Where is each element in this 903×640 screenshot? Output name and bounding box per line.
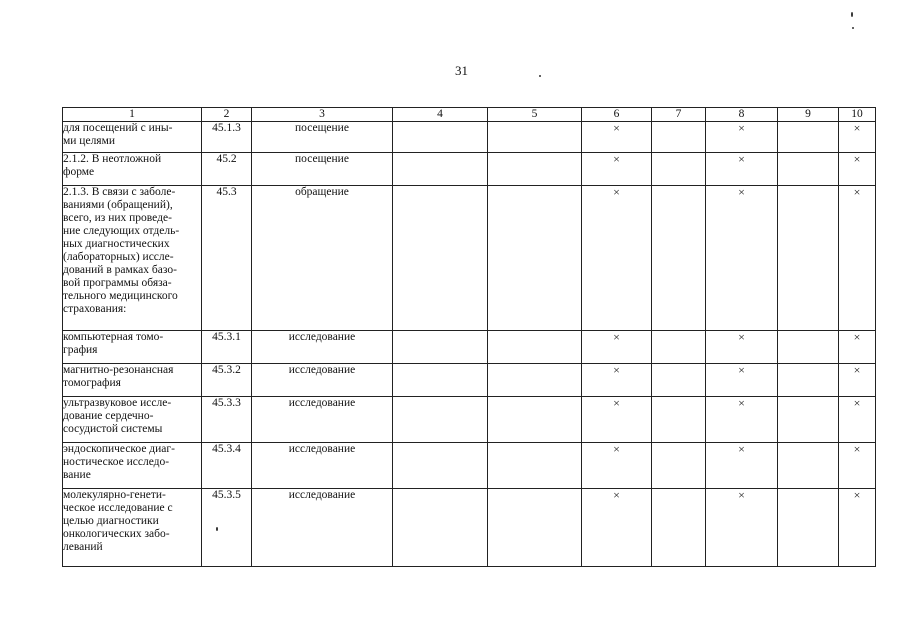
cell-col-4 — [393, 122, 488, 153]
row-name-cell: магнитно-резонансная томография — [63, 364, 202, 397]
column-header: 6 — [582, 108, 652, 122]
cell-col-10: × — [839, 397, 876, 443]
cell-col-7 — [652, 153, 706, 186]
scan-speck — [852, 27, 854, 29]
row-code-cell: 45.3.4 — [202, 443, 252, 489]
cell-col-9 — [778, 397, 839, 443]
table-row — [63, 186, 876, 331]
cell-col-4 — [393, 153, 488, 186]
column-header: 1 — [63, 108, 202, 122]
cell-col-9 — [778, 489, 839, 567]
column-header: 9 — [778, 108, 839, 122]
scan-speck — [539, 75, 541, 77]
table-row — [63, 153, 876, 186]
cell-col-6: × — [582, 397, 652, 443]
cell-col-9 — [778, 364, 839, 397]
cell-col-5 — [488, 364, 582, 397]
cell-col-4 — [393, 186, 488, 331]
row-name-cell: ультразвуковое иссле- дование сердечно- сосудистой системы — [63, 397, 202, 443]
cell-col-7 — [652, 122, 706, 153]
row-code-cell: 45.3.2 — [202, 364, 252, 397]
cell-col-7 — [652, 186, 706, 331]
cell-col-10: × — [839, 153, 876, 186]
cell-col-7 — [652, 364, 706, 397]
cell-col-4 — [393, 397, 488, 443]
row-unit-cell: исследование — [252, 397, 393, 443]
cell-col-4 — [393, 443, 488, 489]
cell-col-9 — [778, 153, 839, 186]
scan-speck — [851, 12, 853, 17]
cell-col-8: × — [706, 122, 778, 153]
row-name-cell: компьютерная томо- графия — [63, 331, 202, 364]
cell-col-7 — [652, 397, 706, 443]
cell-col-7 — [652, 331, 706, 364]
cell-col-4 — [393, 489, 488, 567]
cell-col-10: × — [839, 443, 876, 489]
row-code-cell: 45.3 — [202, 186, 252, 331]
row-unit-cell: посещение — [252, 122, 393, 153]
row-name-cell: 2.1.3. В связи с заболе- ваниями (обращений), всего, из них проведе- ние следующих отдель- ных диагностических (лабораторных) иссле- дований в рамках базо- вой программы обяза- тельного медицинского страхования: — [63, 186, 202, 331]
cell-col-9 — [778, 443, 839, 489]
cell-col-10: × — [839, 122, 876, 153]
row-name-cell: для посещений с ины- ми целями — [63, 122, 202, 153]
column-header: 8 — [706, 108, 778, 122]
cell-col-10: × — [839, 331, 876, 364]
table-header-row — [63, 108, 876, 122]
cell-col-10: × — [839, 186, 876, 331]
cell-col-6: × — [582, 122, 652, 153]
cell-col-5 — [488, 397, 582, 443]
row-unit-cell: исследование — [252, 364, 393, 397]
column-header: 5 — [488, 108, 582, 122]
cell-col-10: × — [839, 364, 876, 397]
row-name-cell: эндоскопическое диаг- ностическое исследо- вание — [63, 443, 202, 489]
cell-col-8: × — [706, 364, 778, 397]
cell-col-8: × — [706, 186, 778, 331]
cell-col-8: × — [706, 331, 778, 364]
cell-col-8: × — [706, 153, 778, 186]
cell-col-5 — [488, 122, 582, 153]
column-header: 10 — [839, 108, 876, 122]
cell-col-5 — [488, 331, 582, 364]
cell-col-7 — [652, 489, 706, 567]
row-name-cell: молекулярно-генети- ческое исследование с целью диагностики онкологических забо- леваний — [63, 489, 202, 567]
row-unit-cell: посещение — [252, 153, 393, 186]
table-row — [63, 397, 876, 443]
cell-col-4 — [393, 364, 488, 397]
cell-col-4 — [393, 331, 488, 364]
row-code-cell: 45.3.3 — [202, 397, 252, 443]
cell-col-8: × — [706, 489, 778, 567]
cell-col-6: × — [582, 364, 652, 397]
cell-col-6: × — [582, 153, 652, 186]
cell-col-5 — [488, 443, 582, 489]
table-row — [63, 443, 876, 489]
row-unit-cell: исследование — [252, 489, 393, 567]
column-header: 3 — [252, 108, 393, 122]
cell-col-8: × — [706, 397, 778, 443]
cell-col-6: × — [582, 489, 652, 567]
cell-col-5 — [488, 186, 582, 331]
cell-col-7 — [652, 443, 706, 489]
row-unit-cell: исследование — [252, 443, 393, 489]
table-row — [63, 364, 876, 397]
page-number: 31 — [455, 63, 468, 78]
row-unit-cell: исследование — [252, 331, 393, 364]
column-header: 7 — [652, 108, 706, 122]
row-name-cell: 2.1.2. В неотложной форме — [63, 153, 202, 186]
column-header: 2 — [202, 108, 252, 122]
table-row — [63, 489, 876, 567]
row-unit-cell: обращение — [252, 186, 393, 331]
cell-col-6: × — [582, 331, 652, 364]
table-row — [63, 122, 876, 153]
cell-col-8: × — [706, 443, 778, 489]
cell-col-10: × — [839, 489, 876, 567]
cell-col-9 — [778, 122, 839, 153]
cell-col-9 — [778, 186, 839, 331]
services-table — [62, 107, 876, 567]
column-header: 4 — [393, 108, 488, 122]
row-code-cell: 45.2 — [202, 153, 252, 186]
cell-col-5 — [488, 153, 582, 186]
cell-col-9 — [778, 331, 839, 364]
row-code-cell: 45.3.1 — [202, 331, 252, 364]
table-row — [63, 331, 876, 364]
cell-col-5 — [488, 489, 582, 567]
row-code-cell: 45.3.5 — [202, 489, 252, 567]
row-code-cell: 45.1.3 — [202, 122, 252, 153]
cell-col-6: × — [582, 186, 652, 331]
cell-col-6: × — [582, 443, 652, 489]
